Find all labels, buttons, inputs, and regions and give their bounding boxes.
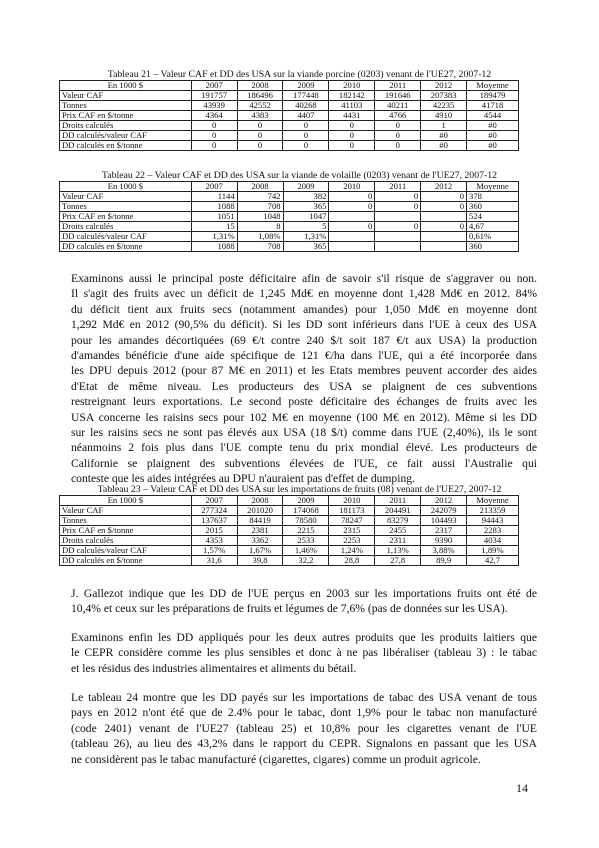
table-cell: 174068 <box>283 506 329 516</box>
table-cell: 708 <box>237 202 283 212</box>
table-cell: 1051 <box>191 212 237 222</box>
table-cell: 43939 <box>191 101 237 111</box>
table-cell: 177448 <box>283 91 329 101</box>
table-cell: 2315 <box>329 526 375 536</box>
paragraph-line: (code 2401) venant de l'UE27 (tableau 25) et 10,8% pour les cigarettes venant de l'UE <box>71 721 537 735</box>
table-cell: 4544 <box>467 111 519 121</box>
table-cell: #0 <box>421 131 467 141</box>
table-cell: 0 <box>375 192 421 202</box>
table-21 <box>59 80 519 151</box>
table-cell: 0 <box>375 131 421 141</box>
table-cell: 1,46% <box>283 546 329 556</box>
table-row <box>60 131 519 141</box>
table-cell: 0 <box>375 121 421 131</box>
table-row <box>60 101 519 111</box>
table-cell: 524 <box>467 212 519 222</box>
table-cell: 1088 <box>191 202 237 212</box>
table-cell: 0 <box>237 121 283 131</box>
row-label: Prix CAF en $/tonne <box>60 212 192 222</box>
table-column-header: 2007 <box>191 182 237 192</box>
table-row <box>60 556 519 566</box>
table-cell: 4353 <box>191 536 237 546</box>
table-cell: 213359 <box>467 506 519 516</box>
row-label: DD calculés en $/tonne <box>60 141 192 151</box>
table-column-header: 2010 <box>329 81 375 91</box>
table-column-header: 2011 <box>375 496 421 506</box>
table-cell: #0 <box>467 141 519 151</box>
table-cell: 742 <box>237 192 283 202</box>
table-column-header: 2009 <box>283 496 329 506</box>
table-cell: 32,2 <box>283 556 329 566</box>
table-row <box>60 516 519 526</box>
paragraph-line: et les résidus des industries alimentaires et aliments du bétail. <box>71 661 357 675</box>
row-label: Droits calculés <box>60 536 192 546</box>
table-header-row <box>60 182 519 192</box>
row-label: DD calculés/valeur CAF <box>60 131 192 141</box>
table-cell: 104493 <box>421 516 467 526</box>
table-row <box>60 242 519 252</box>
table-cell <box>421 212 467 222</box>
paragraph-line: restreignant leurs exportations. Le second poste déficitaire des échanges de fruits avec les <box>71 395 537 409</box>
table-cell: #0 <box>421 141 467 151</box>
table-cell: 360 <box>467 202 519 212</box>
table-21-caption: Tableau 21 – Valeur CAF et DD des USA sur la viande porcine (0203) venant de l'UE27, 2007-12 <box>107 69 492 80</box>
table-row <box>60 192 519 202</box>
table-cell: 0 <box>375 141 421 151</box>
paragraph-line: Il s'agit des fruits avec un déficit de 1,245 Md€ en moyenne dont 1,428 Md€ en 2012. 84% <box>71 287 537 301</box>
row-label: Droits calculés <box>60 121 192 131</box>
table-column-header: 2010 <box>329 496 375 506</box>
table-cell: 0 <box>329 131 375 141</box>
paragraph-line: Le tableau 24 montre que les DD payés sur les importations de tabac des USA venant de tous <box>71 691 537 704</box>
table-cell: 181173 <box>329 506 375 516</box>
table-cell: 27,8 <box>375 556 421 566</box>
table-column-header: Moyenne <box>467 81 519 91</box>
table-cell: 4766 <box>375 111 421 121</box>
table-header-row <box>60 496 519 506</box>
table-cell: 83279 <box>375 516 421 526</box>
table-cell: 0 <box>283 131 329 141</box>
table-cell: 1,13% <box>375 546 421 556</box>
row-label: Valeur CAF <box>60 192 192 202</box>
table-row <box>60 141 519 151</box>
table-cell <box>375 242 421 252</box>
paragraph-line: J. Gallezot indique que les DD de l'UE perçus en 2003 sur les importations fruits ont été de <box>71 587 537 600</box>
table-cell: 1088 <box>191 242 237 252</box>
table-cell: 0 <box>421 222 467 232</box>
table-cell: 94443 <box>467 516 519 526</box>
table-column-header: 2009 <box>283 182 329 192</box>
paragraph-line: d'Etat de même niveau. Les producteurs des USA se plaignent de ces subventions <box>71 379 537 393</box>
table-column-header: 2010 <box>329 182 375 192</box>
row-label: DD calculés en $/tonne <box>60 556 192 566</box>
row-label: DD calculés/valeur CAF <box>60 232 192 242</box>
row-label: Tonnes <box>60 202 192 212</box>
table-column-header: 2008 <box>237 496 283 506</box>
table-cell: 2533 <box>283 536 329 546</box>
paragraph-line: sur les raisins secs ne sont pas élevés aux USA (18 $/t) comme dans l'UE (2,40%), ils le sont <box>71 426 537 440</box>
table-cell <box>329 232 375 242</box>
page-number: 14 <box>516 781 528 795</box>
table-cell: 1,31% <box>283 232 329 242</box>
table-unit-header: En 1000 $ <box>60 81 192 91</box>
table-cell <box>329 242 375 252</box>
table-column-header: Moyenne <box>467 182 519 192</box>
table-cell: 3362 <box>237 536 283 546</box>
table-cell <box>421 232 467 242</box>
table-22-caption: Tableau 22 – Valeur CAF et DD des USA sur la viande de volaille (0203) venant de l'UE27, 2007-12 <box>101 170 498 181</box>
table-cell: 3,88% <box>421 546 467 556</box>
table-cell: 0 <box>191 141 237 151</box>
table-cell: 2253 <box>329 536 375 546</box>
table-cell: 4910 <box>421 111 467 121</box>
table-cell: 2311 <box>375 536 421 546</box>
table-row <box>60 506 519 516</box>
table-cell: 378 <box>467 192 519 202</box>
table-23-caption: Tableau 23 – Valeur CAF et DD des USA sur les importations de fruits (08) venant de l'UE27, 2007-12 <box>97 484 502 495</box>
table-cell: 0 <box>375 202 421 212</box>
paragraph-line: USA concerne les raisins secs pour 102 M€ en moyenne (100 M€ en 2012). Même si les DD <box>71 410 537 424</box>
paragraph-line: pays en 2012 n'ont été que de 2.4% pour le tabac, dont 1,9% pour le tabac non manufacturé <box>71 706 537 720</box>
table-cell: 0,61% <box>467 232 519 242</box>
table-cell: 4383 <box>237 111 283 121</box>
table-cell: 1,08% <box>237 232 283 242</box>
paragraph-line: Examinons enfin les DD appliqués pour les deux autres produits que les produits laitiers que <box>71 631 537 644</box>
table-cell: 0 <box>421 202 467 212</box>
table-cell: 204491 <box>375 506 421 516</box>
table-cell: 15 <box>191 222 237 232</box>
table-cell: 365 <box>283 242 329 252</box>
table-cell: 1047 <box>283 212 329 222</box>
table-cell: 78580 <box>283 516 329 526</box>
table-row <box>60 91 519 101</box>
table-cell: 189479 <box>467 91 519 101</box>
table-cell: 365 <box>283 202 329 212</box>
paragraph-line: Californie se plaignent des subventions élevées de l'UE, ce fait aussi l'Australie qui <box>71 456 537 470</box>
row-label: Valeur CAF <box>60 506 192 516</box>
table-cell: 0 <box>421 192 467 202</box>
paragraph-cepr-sensitive <box>71 630 537 676</box>
table-cell <box>421 242 467 252</box>
table-cell: #0 <box>467 131 519 141</box>
table-column-header: 2007 <box>191 81 237 91</box>
table-cell: 0 <box>237 131 283 141</box>
table-cell: 1 <box>421 121 467 131</box>
table-23 <box>59 495 519 566</box>
table-cell: 2317 <box>421 526 467 536</box>
table-cell: 1,31% <box>191 232 237 242</box>
row-label: Tonnes <box>60 101 192 111</box>
paragraph-tableau-24 <box>71 690 537 767</box>
table-cell: 78247 <box>329 516 375 526</box>
table-cell: 182142 <box>329 91 375 101</box>
table-cell: 0 <box>329 141 375 151</box>
table-cell: 42235 <box>421 101 467 111</box>
table-cell: 1,67% <box>237 546 283 556</box>
table-cell: 186496 <box>237 91 283 101</box>
table-column-header: 2012 <box>421 496 467 506</box>
table-cell: 708 <box>237 242 283 252</box>
table-cell: 84419 <box>237 516 283 526</box>
paragraph-line: Examinons aussi le principal poste déficitaire afin de savoir s'il risque de s'aggraver ou non. <box>71 272 537 285</box>
table-cell: 191757 <box>191 91 237 101</box>
table-cell: 0 <box>191 131 237 141</box>
table-cell: 42552 <box>237 101 283 111</box>
table-unit-header: En 1000 $ <box>60 496 192 506</box>
table-cell: 41718 <box>467 101 519 111</box>
table-column-header: 2012 <box>421 182 467 192</box>
table-cell: 1144 <box>191 192 237 202</box>
table-cell: 2283 <box>467 526 519 536</box>
paragraph-line: d'amandes bénéficie d'une aide spécifique de 121 €/ha dans l'UE, qui a été incorporée dans <box>71 349 537 363</box>
paragraph-fruits-deficit <box>71 271 537 487</box>
table-cell: 0 <box>329 202 375 212</box>
paragraph-gallezot <box>71 586 537 617</box>
table-row <box>60 222 519 232</box>
table-cell <box>375 212 421 222</box>
table-cell: 8 <box>237 222 283 232</box>
table-cell: 39,8 <box>237 556 283 566</box>
table-cell: 0 <box>329 121 375 131</box>
table-cell: 360 <box>467 242 519 252</box>
table-cell: 0 <box>283 121 329 131</box>
table-22 <box>59 181 519 252</box>
table-cell: 5 <box>283 222 329 232</box>
table-cell: 41103 <box>329 101 375 111</box>
paragraph-line: (tableau 26), au lieu des 43,2% dans le rapport du CEPR. Signalons en passant que les USA <box>71 737 537 751</box>
table-column-header: 2008 <box>237 81 283 91</box>
table-cell: 0 <box>191 121 237 131</box>
table-cell: 2455 <box>375 526 421 536</box>
table-cell: 0 <box>283 141 329 151</box>
paragraph-line: ne considèrent pas le tabac manufacturé (cigarettes, cigares) comme un produit agricole. <box>71 752 481 766</box>
table-cell: 1048 <box>237 212 283 222</box>
table-cell: 0 <box>375 222 421 232</box>
row-label: Prix CAF en $/tonne <box>60 526 192 536</box>
row-label: Droits calculés <box>60 222 192 232</box>
row-label: DD calculés en $/tonne <box>60 242 192 252</box>
table-row <box>60 111 519 121</box>
table-cell: 4,67 <box>467 222 519 232</box>
row-label: DD calculés/valeur CAF <box>60 546 192 556</box>
table-cell: 2015 <box>191 526 237 536</box>
table-row <box>60 536 519 546</box>
table-cell: 40268 <box>283 101 329 111</box>
table-cell <box>329 212 375 222</box>
table-cell: 201020 <box>237 506 283 516</box>
table-row <box>60 121 519 131</box>
paragraph-line: néanmoins 2 fois plus dans l'UE compte tenu du prix mondial élevé. Les producteurs de <box>71 441 537 455</box>
table-column-header: 2008 <box>237 182 283 192</box>
table-row <box>60 526 519 536</box>
table-cell: 207383 <box>421 91 467 101</box>
table-row <box>60 546 519 556</box>
table-column-header: 2009 <box>283 81 329 91</box>
table-cell: 4364 <box>191 111 237 121</box>
row-label: Tonnes <box>60 516 192 526</box>
table-row <box>60 232 519 242</box>
paragraph-line: le CEPR considère comme les plus sensibles et donc à ne pas libéraliser (tableau 3) : le tabac <box>71 646 537 660</box>
row-label: Prix CAF en $/tonne <box>60 111 192 121</box>
paragraph-line: du déficit tient aux fruits secs (notamment amandes) pour 1,050 Md€ en moyenne dont <box>71 302 537 316</box>
paragraph-line: conteste que les aides intégrées au DPU n'auraient pas d'effet de dumping. <box>71 472 415 486</box>
table-column-header: 2007 <box>191 496 237 506</box>
table-unit-header: En 1000 $ <box>60 182 192 192</box>
table-cell: 28,8 <box>329 556 375 566</box>
table-cell: #0 <box>467 121 519 131</box>
table-column-header: 2012 <box>421 81 467 91</box>
table-cell <box>375 232 421 242</box>
table-cell: 277324 <box>191 506 237 516</box>
table-cell: 0 <box>329 192 375 202</box>
paragraph-line: les DPU depuis 2012 (pour 87 M€ en 2011) et les Etats membres peuvent accorder des aides <box>71 364 537 378</box>
table-cell: 0 <box>329 222 375 232</box>
table-cell: 42,7 <box>467 556 519 566</box>
row-label: Valeur CAF <box>60 91 192 101</box>
table-cell: 2215 <box>283 526 329 536</box>
table-header-row <box>60 81 519 91</box>
table-column-header: 2011 <box>375 81 421 91</box>
table-cell: 4431 <box>329 111 375 121</box>
table-cell: 9390 <box>421 536 467 546</box>
table-row <box>60 212 519 222</box>
table-cell: 1,89% <box>467 546 519 556</box>
table-cell: 0 <box>237 141 283 151</box>
table-column-header: 2011 <box>375 182 421 192</box>
table-cell: 137637 <box>191 516 237 526</box>
table-cell: 31,6 <box>191 556 237 566</box>
paragraph-line: pour les amandes décortiquées (69 €/t contre 240 $/t soit 187 €/t aux USA) la production <box>71 333 537 347</box>
table-cell: 382 <box>283 192 329 202</box>
table-cell: 40211 <box>375 101 421 111</box>
table-cell: 4034 <box>467 536 519 546</box>
table-cell: 2381 <box>237 526 283 536</box>
table-cell: 1,57% <box>191 546 237 556</box>
table-cell: 191646 <box>375 91 421 101</box>
table-cell: 89,9 <box>421 556 467 566</box>
table-cell: 1,24% <box>329 546 375 556</box>
paragraph-line: 10,4% et ceux sur les préparations de fruits et légumes de 7,6% (pas de données sur les USA). <box>71 602 508 616</box>
table-column-header: Moyenne <box>467 496 519 506</box>
paragraph-line: 1,292 Md€ en 2012 (90,5% du déficit). Si les DD sont inférieurs dans l'UE à ceux des USA <box>71 318 537 332</box>
table-cell: 242079 <box>421 506 467 516</box>
table-row <box>60 202 519 212</box>
table-cell: 4407 <box>283 111 329 121</box>
